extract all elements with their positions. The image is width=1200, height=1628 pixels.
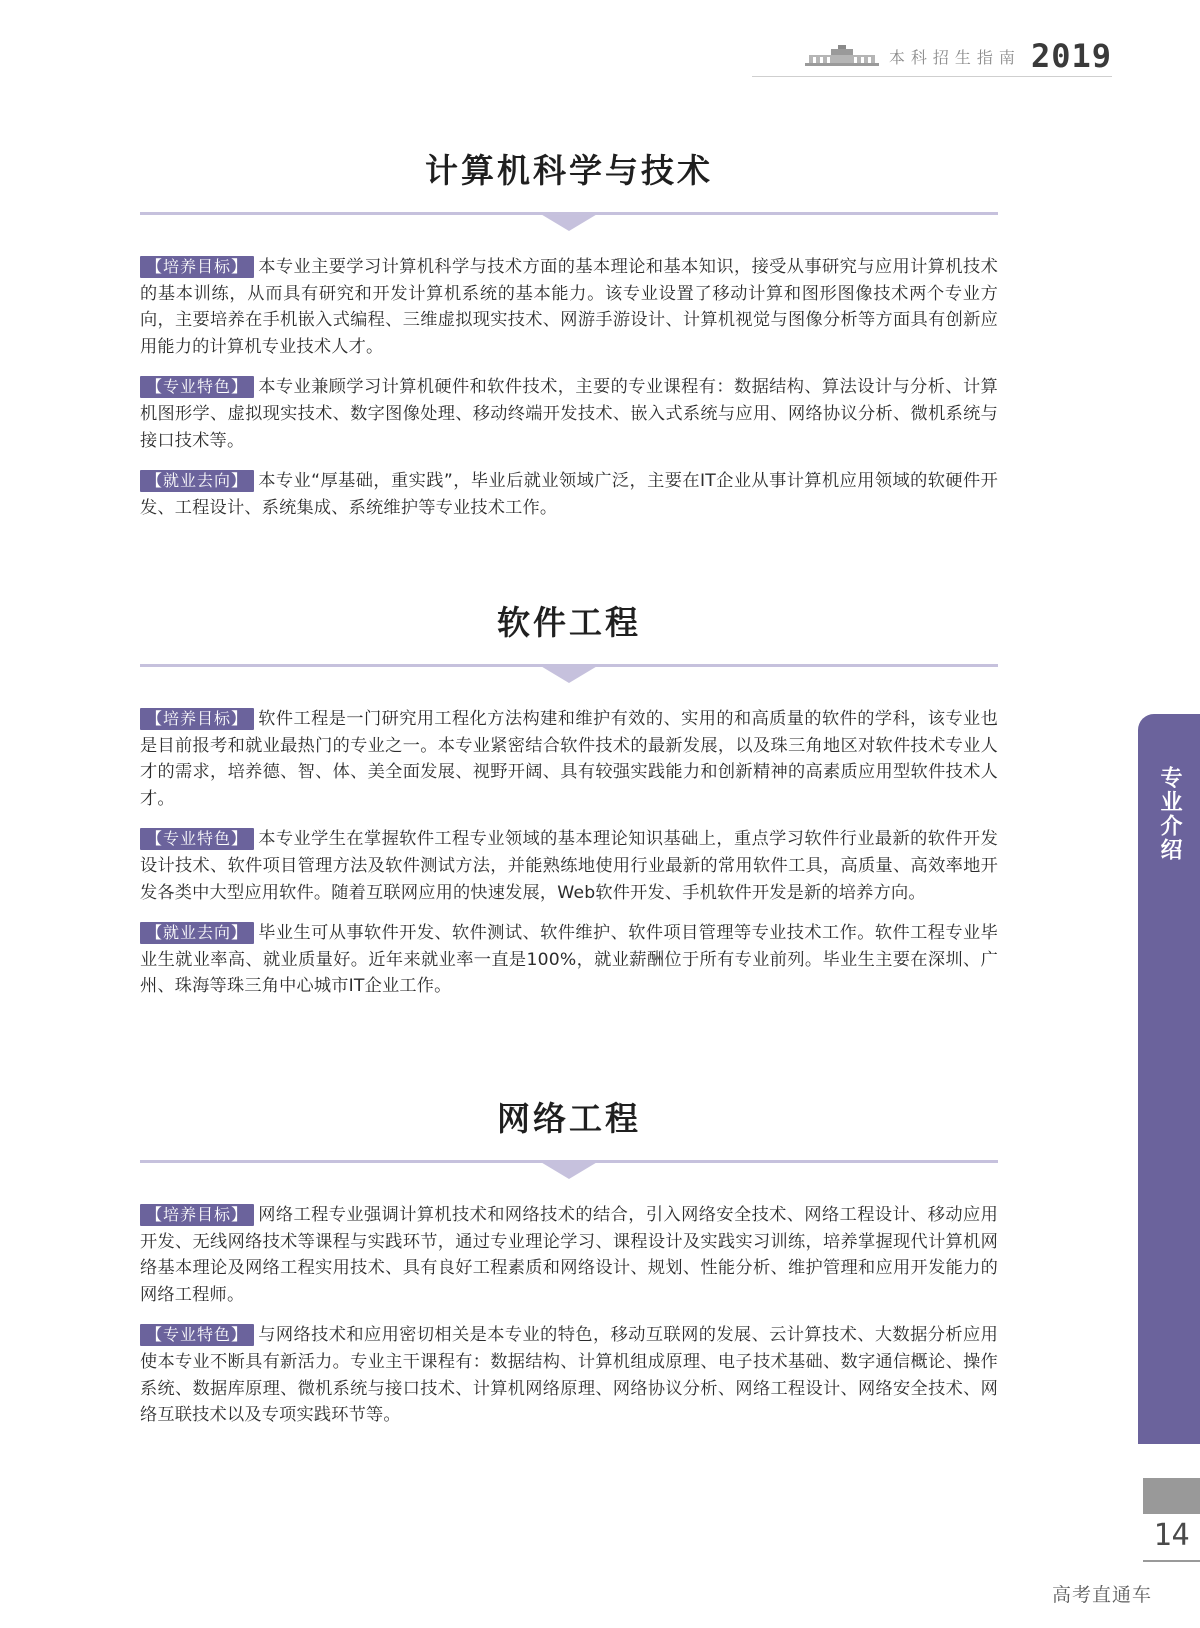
header-rule: [752, 76, 1112, 77]
tag-label: 【培养目标】: [140, 708, 254, 730]
paragraph-features: [140, 374, 998, 454]
paragraph-text: 软件工程是一门研究用工程化方法构建和维护有效的、实用的和高质量的软件的学科，该专业也是目前报考和就业最热门的专业之一。本专业紧密结合软件技术的最新发展，以及珠三角地区对软件技术专业人才的需求，培养德、智、体、美全面发展、视野开阔、具有较强实践能力和创新精神的高素质应用型软件技术人才。: [140, 709, 998, 809]
paragraph-text: 毕业生可从事软件开发、软件测试、软件维护、软件项目管理等专业技术工作。软件工程专业毕业生就业率高、就业质量好。近年来就业率一直是100%，就业薪酬位于所有专业前列。毕业生主要在深圳、广州、珠海等珠三角中心城市IT企业工作。: [140, 923, 998, 997]
building-icon: [805, 45, 879, 67]
guide-title: 本科招生指南: [888, 47, 1021, 67]
section-software-engineering: [140, 600, 998, 1000]
paragraph-employment: [140, 468, 998, 521]
section-title: 网络工程: [497, 1099, 641, 1138]
page-header: [805, 36, 1112, 76]
paragraph-training-goal: [140, 1202, 998, 1308]
page-number: 14: [1153, 1518, 1190, 1553]
side-tab-label: 专业介绍: [1157, 766, 1182, 862]
section-computer-science: [140, 148, 998, 521]
paragraph-text: 本专业学生在掌握软件工程专业领域的基本理论知识基础上，重点学习软件行业最新的软件开发设计技术、软件项目管理方法及软件测试方法，并能熟练地使用行业最新的常用软件工具，高质量、高效率地开发各类中大型应用软件。随着互联网应用的快速发展，Web软件开发、手机软件开发是新的培养方向。: [140, 829, 998, 903]
paragraph-text: 本专业兼顾学习计算机硬件和软件技术，主要的专业课程有：数据结构、算法设计与分析、计算机图形学、虚拟现实技术、数字图像处理、移动终端开发技术、嵌入式系统与应用、网络协议分析、微机系统与接口技术等。: [140, 377, 998, 451]
section-network-engineering: [140, 1096, 998, 1429]
tag-label: 【培养目标】: [140, 256, 254, 278]
tag-label: 【专业特色】: [140, 1324, 254, 1346]
paragraph-training-goal: [140, 706, 998, 812]
section-title: 计算机科学与技术: [425, 151, 713, 190]
tag-label: 【专业特色】: [140, 376, 254, 398]
tag-label: 【培养目标】: [140, 1204, 254, 1226]
watermark: 高考直通车: [1052, 1584, 1153, 1606]
paragraph-text: 网络工程专业强调计算机技术和网络技术的结合，引入网络安全技术、网络工程设计、移动应用开发、无线网络技术等课程与实践环节，通过专业理论学习、课程设计及实践实习训练，培养掌握现代计算机网络基本理论及网络工程实用技术、具有良好工程素质和网络设计、规划、性能分析、维护管理和应用开发能力的网络工程师。: [140, 1205, 998, 1305]
section-title: 软件工程: [497, 603, 641, 642]
paragraph-features: [140, 1322, 998, 1428]
year: 2019: [1030, 37, 1112, 75]
tag-label: 【就业去向】: [140, 922, 254, 944]
section-divider: [140, 656, 998, 684]
side-tab: [1138, 714, 1200, 1444]
tag-label: 【就业去向】: [140, 470, 254, 492]
tag-label: 【专业特色】: [140, 828, 254, 850]
page-number-block: [1143, 1478, 1200, 1514]
paragraph-text: 本专业主要学习计算机科学与技术方面的基本理论和基本知识，接受从事研究与应用计算机技术的基本训练，从而具有研究和开发计算机系统的基本能力。该专业设置了移动计算和图形图像技术两个专业方向，主要培养在手机嵌入式编程、三维虚拟现实技术、网游手游设计、计算机视觉与图像分析等方面具有创新应用能力的计算机专业技术人才。: [140, 257, 998, 357]
section-divider: [140, 204, 998, 232]
section-divider: [140, 1152, 998, 1180]
paragraph-text: 与网络技术和应用密切相关是本专业的特色，移动互联网的发展、云计算技术、大数据分析应用使本专业不断具有新活力。专业主干课程有：数据结构、计算机组成原理、电子技术基础、数字通信概论、操作系统、数据库原理、微机系统与接口技术、计算机网络原理、网络协议分析、网络工程设计、网络安全技术、网络互联技术以及专项实践环节等。: [140, 1325, 998, 1426]
page-number-rule: [1143, 1560, 1200, 1562]
paragraph-text: 本专业“厚基础，重实践”，毕业后就业领域广泛，主要在IT企业从事计算机应用领域的软硬件开发、工程设计、系统集成、系统维护等专业技术工作。: [140, 471, 998, 518]
paragraph-employment: [140, 920, 998, 1000]
paragraph-features: [140, 826, 998, 906]
paragraph-training-goal: [140, 254, 998, 360]
